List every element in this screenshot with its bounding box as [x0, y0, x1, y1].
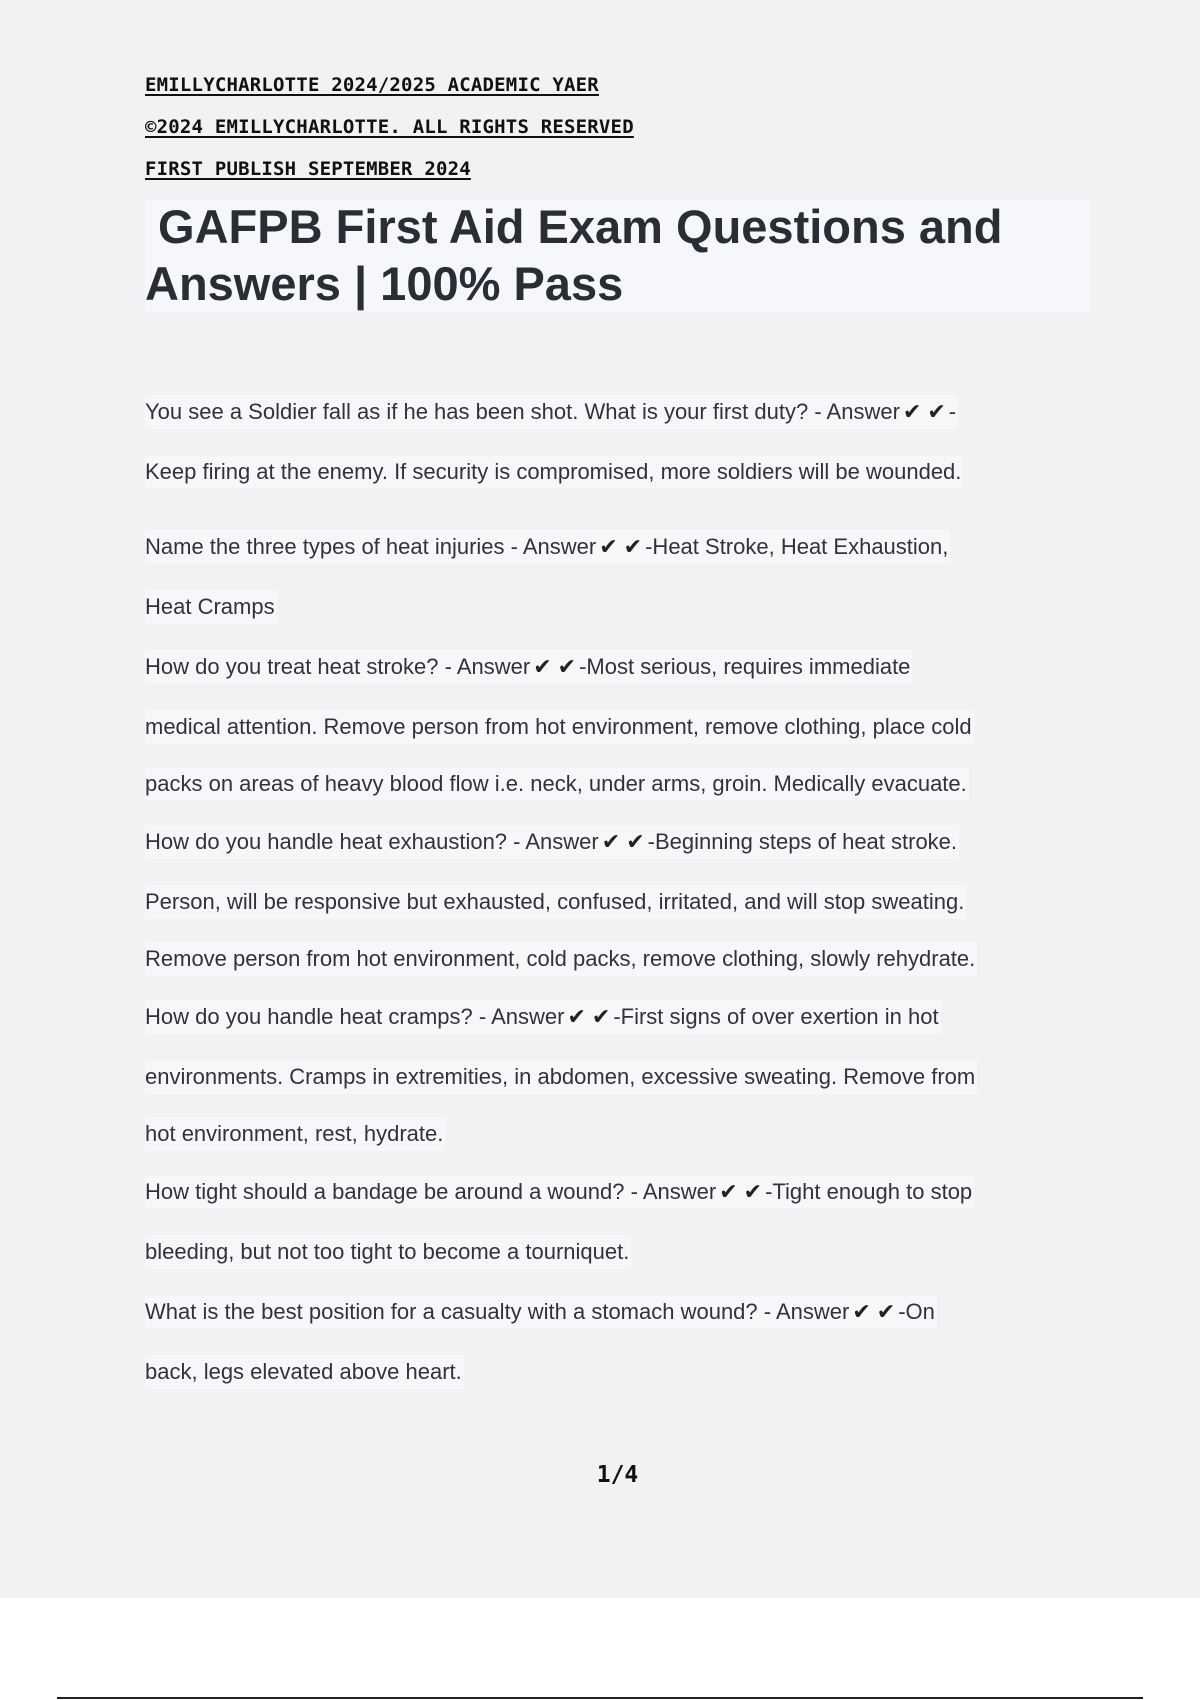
checkmark-icon: ✔ — [567, 1005, 586, 1030]
checkmark-icon: ✔ — [852, 1300, 871, 1325]
answer-text: -Tight enough to stop — [765, 1179, 973, 1204]
checkmark-icon: ✔ — [599, 535, 618, 560]
question-text: How do you treat heat stroke? - Answer — [145, 654, 531, 679]
page-number: 1/4 — [596, 1462, 639, 1488]
question-text: Name the three types of heat injuries - Answer — [145, 534, 597, 559]
qa-line — [145, 885, 966, 919]
qa-line — [145, 1295, 937, 1329]
qa-line — [145, 1060, 977, 1094]
header-academic-year: EMILLYCHARLOTTE 2024/2025 ACADEMIC YAER — [145, 74, 599, 96]
qa-line — [145, 825, 959, 859]
qa-line — [145, 455, 963, 489]
question-text: What is the best position for a casualty with a stomach wound? - Answer — [145, 1299, 850, 1324]
answer-continuation-text: Heat Cramps — [145, 594, 275, 619]
answer-text: -Most serious, requires immediate — [579, 654, 911, 679]
answer-continuation-text: back, legs elevated above heart. — [145, 1359, 462, 1384]
qa-line — [145, 1175, 974, 1209]
answer-text: -On — [898, 1299, 935, 1324]
qa-line — [145, 1235, 631, 1269]
answer-text: -Beginning steps of heat stroke. — [647, 829, 958, 854]
checkmark-icon: ✔ — [626, 830, 645, 855]
answer-text: -First signs of over exertion in hot — [613, 1004, 939, 1029]
question-text: How do you handle heat cramps? - Answer — [145, 1004, 565, 1029]
title-line-1: GAFPB First Aid Exam Questions and — [145, 200, 1003, 253]
checkmark-icon: ✔ — [533, 655, 552, 680]
header-first-publish: FIRST PUBLISH SEPTEMBER 2024 — [145, 158, 471, 180]
question-text: How do you handle heat exhaustion? - Answer — [145, 829, 599, 854]
answer-text: - — [948, 399, 957, 424]
answer-continuation-text: hot environment, rest, hydrate. — [145, 1121, 444, 1146]
answer-continuation-text: Remove person from hot environment, cold packs, remove clothing, slowly rehydrate. — [145, 946, 976, 971]
qa-line — [145, 710, 974, 744]
qa-line — [145, 1000, 941, 1034]
checkmark-icon: ✔ — [601, 830, 621, 855]
answer-continuation-text: bleeding, but not too tight to become a tourniquet. — [145, 1239, 630, 1264]
checkmark-icon: ✔ — [623, 535, 643, 560]
qa-line — [145, 767, 969, 801]
answer-continuation-text: Keep firing at the enemy. If security is compromised, more soldiers will be wounded. — [145, 459, 962, 484]
answer-continuation-text: medical attention. Remove person from hot environment, remove clothing, place cold — [145, 714, 972, 739]
qa-line — [145, 1117, 445, 1151]
qa-line — [145, 530, 950, 564]
qa-line — [145, 942, 977, 976]
checkmark-icon: ✔ — [719, 1180, 738, 1205]
answer-continuation-text: Person, will be responsive but exhausted, confused, irritated, and will stop sweating. — [145, 889, 965, 914]
qa-line — [145, 650, 912, 684]
question-text: How tight should a bandage be around a wound? - Answer — [145, 1179, 717, 1204]
header-copyright: ©2024 EMILLYCHARLOTTE. ALL RIGHTS RESERVED — [145, 116, 634, 138]
title-line-2: Answers | 100% Pass — [145, 257, 624, 310]
answer-text: -Heat Stroke, Heat Exhaustion, — [645, 534, 949, 559]
qa-line — [145, 590, 277, 624]
checkmark-icon: ✔ — [743, 1180, 763, 1205]
checkmark-icon: ✔ — [927, 400, 946, 425]
checkmark-icon: ✔ — [591, 1005, 611, 1030]
answer-continuation-text: packs on areas of heavy blood flow i.e. neck, under arms, groin. Medically evacuate. — [145, 771, 967, 796]
checkmark-icon: ✔ — [902, 400, 922, 425]
checkmark-icon: ✔ — [876, 1300, 896, 1325]
document-title — [145, 198, 1075, 312]
question-text: You see a Soldier fall as if he has been shot. What is your first duty? - Answer — [145, 399, 900, 424]
qa-line — [145, 1355, 464, 1389]
footer-rule — [57, 1697, 1143, 1699]
answer-continuation-text: environments. Cramps in extremities, in abdomen, excessive sweating. Remove from — [145, 1064, 976, 1089]
checkmark-icon: ✔ — [557, 655, 577, 680]
qa-line — [145, 395, 958, 429]
